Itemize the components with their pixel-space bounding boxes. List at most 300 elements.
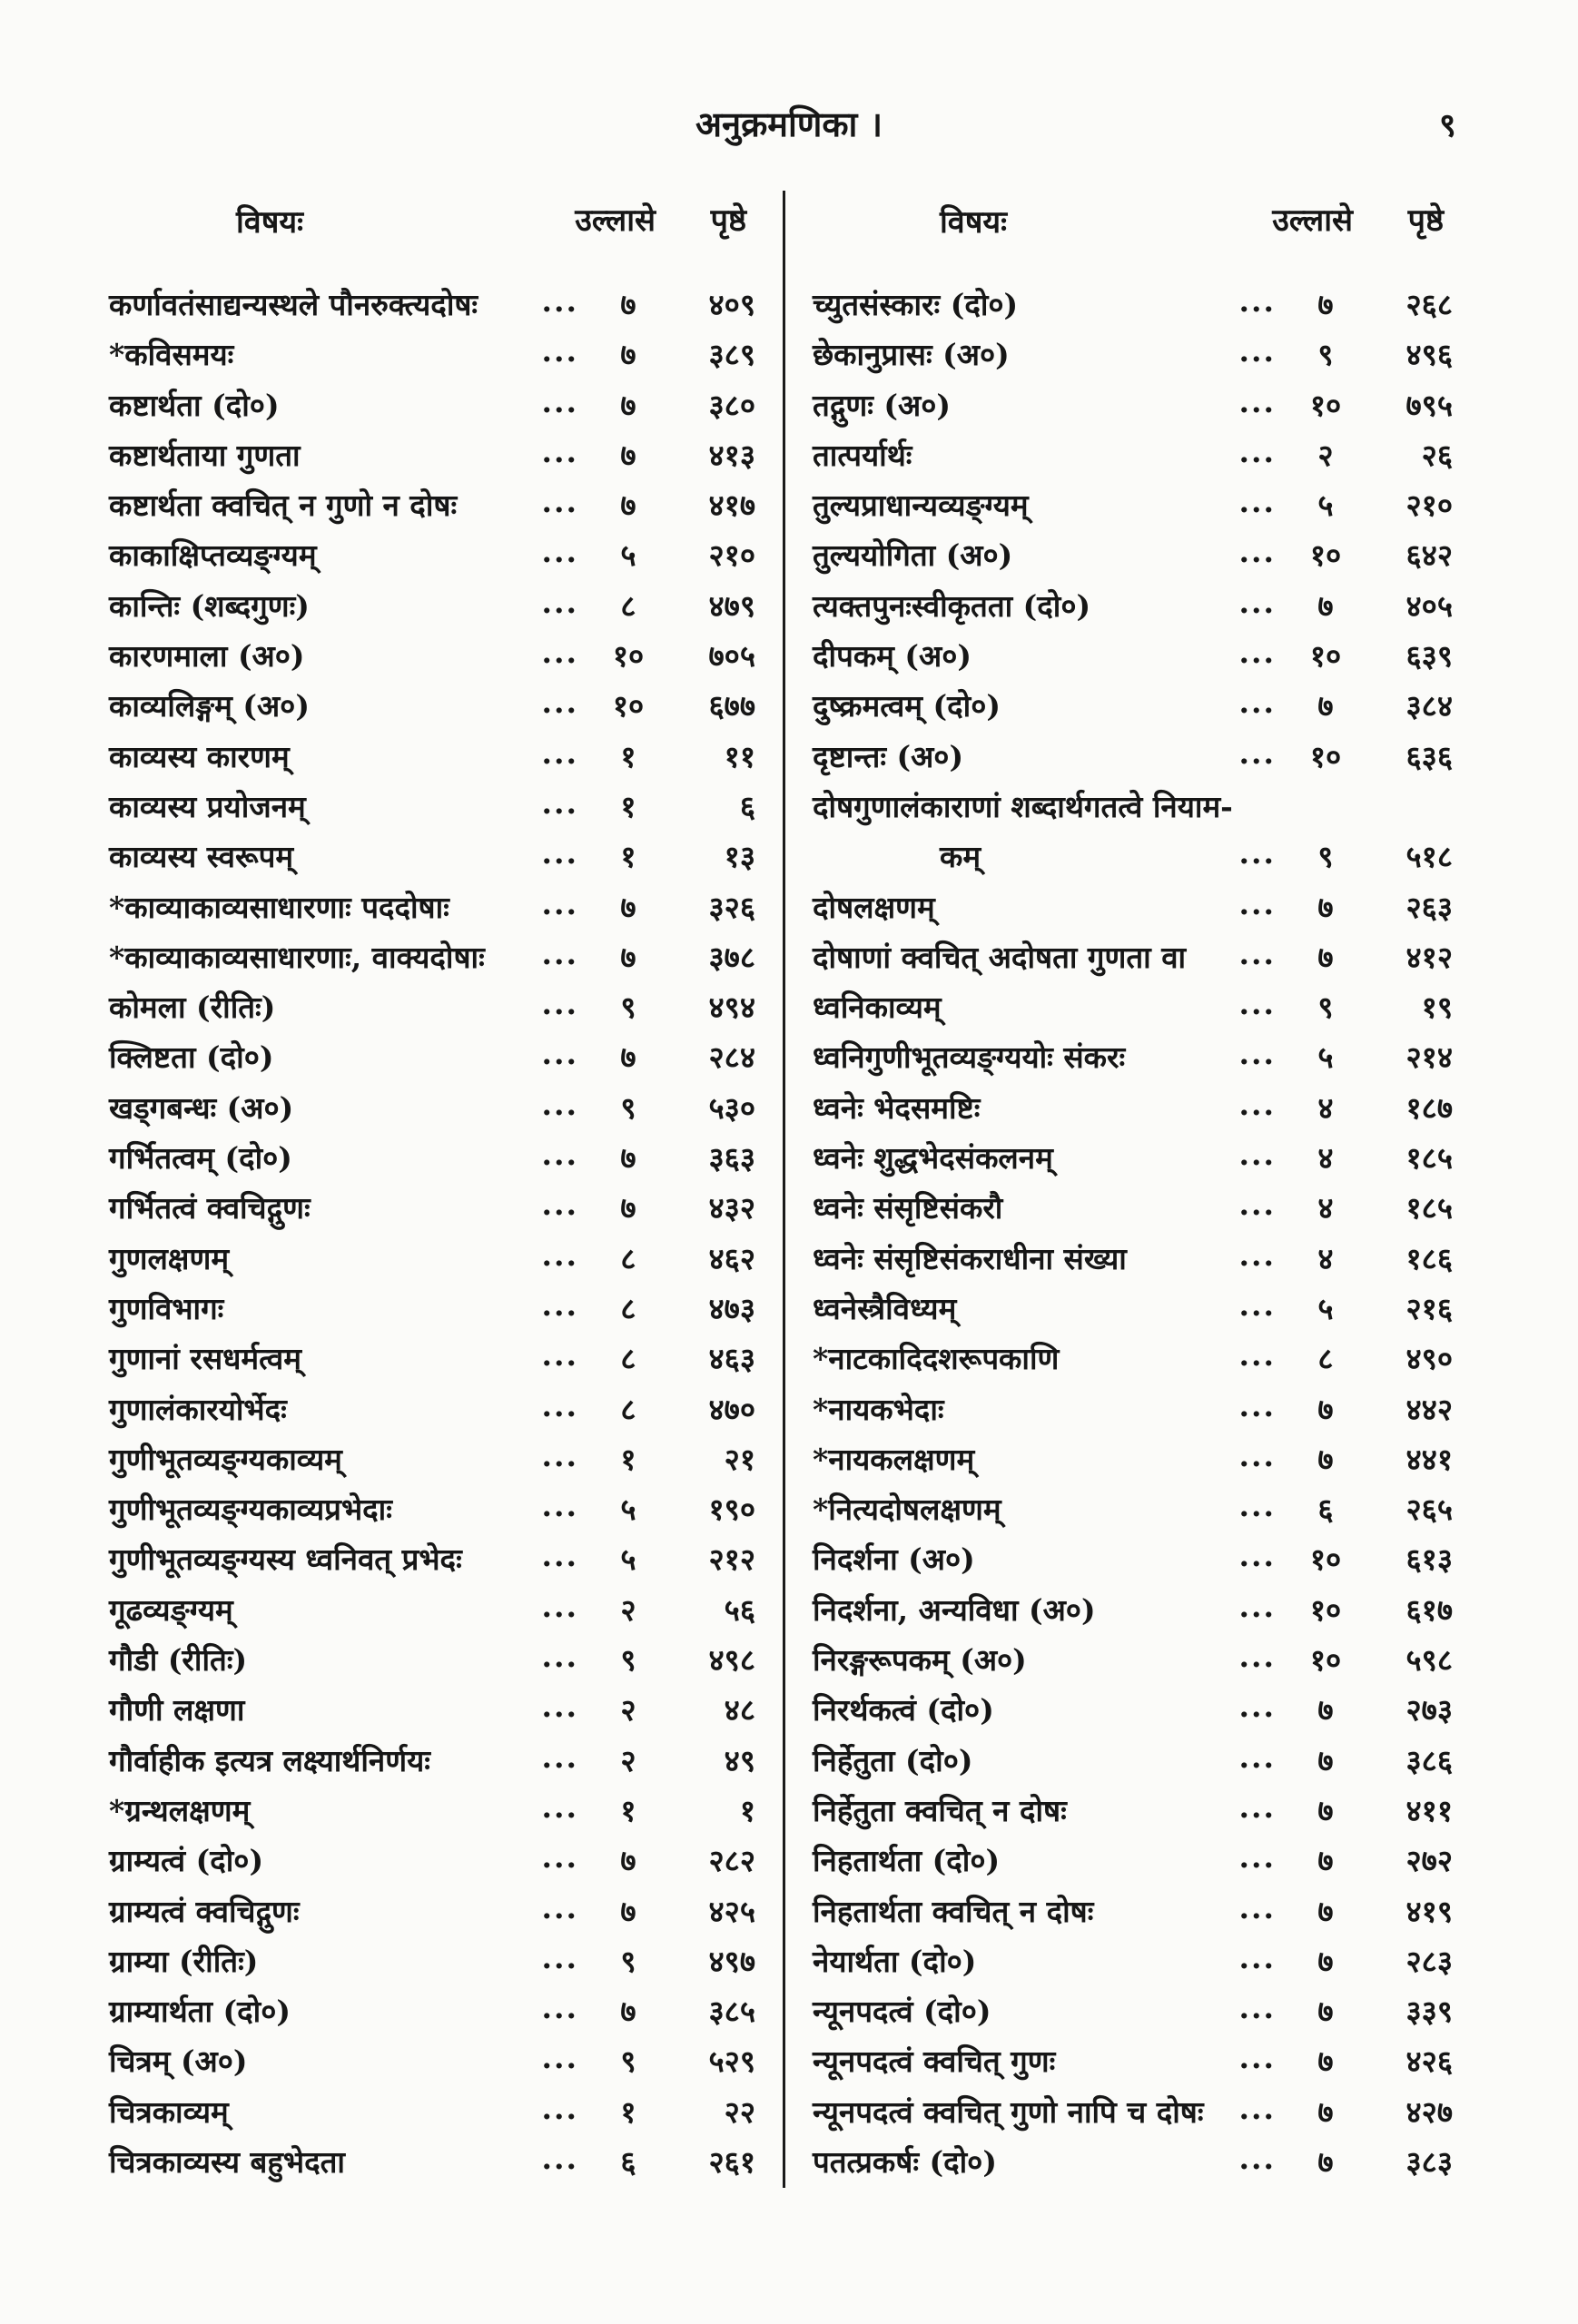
left-column-header [109,191,755,245]
index-entry [813,1133,1453,1183]
entry-ullasa: ६ [1317,1492,1334,1528]
left-entry-list [109,280,755,2187]
entry-page: ११ [724,738,755,774]
column-divider [783,191,785,2188]
entry-leader-dots: ... [1238,1738,1276,1775]
entry-leader-dots: ... [541,835,578,872]
entry-leader-dots: ... [541,1236,578,1273]
entry-ullasa: ७ [1317,287,1334,322]
index-entry [109,2087,755,2137]
entry-page: १८६ [1405,1240,1453,1276]
subject-heading: विषयः [940,204,1007,241]
index-entry [813,1936,1453,1986]
entry-ullasa: १ [620,2093,636,2130]
entry-leader-dots: ... [1238,684,1276,721]
entry-page: २१० [1405,487,1453,524]
entry-subject: गुणीभूतव्यङ्ग्यकाव्यम् [109,1441,342,1477]
entry-subject: काव्यस्य प्रयोजनम् [109,788,306,824]
entry-ullasa: ८ [620,1391,636,1427]
entry-leader-dots: ... [1238,1437,1276,1473]
entry-page: ४४२ [1405,1391,1453,1427]
entry-page: ६४२ [1405,537,1453,574]
index-entry [813,681,1453,731]
entry-page: ३६३ [708,1140,755,1177]
entry-page: २१४ [1405,1039,1453,1076]
entry-subject: गूढव्यङ्ग्यम् [109,1591,233,1628]
entry-subject: दोषाणां क्वचित् अदोषता गुणता वा [813,939,1187,975]
entry-subject: कारणमाला (अ०) [109,638,305,675]
entry-page: ४६२ [708,1240,755,1276]
index-entry [109,330,755,379]
entry-leader-dots: ... [541,433,578,469]
entry-subject: काव्यलिङ्गम् (अ०) [109,688,310,724]
entry-page: ४६३ [708,1341,755,1377]
entry-ullasa: ४ [1317,1140,1334,1177]
entry-ullasa: १ [620,788,636,824]
entry-subject: निर्हेतुता क्वचित् न दोषः [813,1792,1067,1828]
page-title: अनुक्रमणिका । [695,103,883,144]
entry-ullasa: १० [1309,387,1342,423]
index-entry [109,380,755,430]
entry-leader-dots: ... [1238,383,1276,419]
entry-subject: चित्रकाव्यम् [109,2093,229,2130]
entry-ullasa: ८ [620,587,636,624]
entry-leader-dots: ... [1238,1337,1276,1374]
index-entry [813,1334,1453,1384]
entry-ullasa: ७ [620,1893,636,1929]
entry-page: २७३ [1405,1692,1453,1728]
entry-leader-dots: ... [541,734,578,771]
entry-page: ४१३ [708,437,755,473]
index-entry [109,1284,755,1334]
entry-page: ४७० [708,1391,755,1427]
index-entry [813,2036,1453,2086]
entry-leader-dots: ... [541,1538,578,1574]
entry-ullasa: ७ [1317,1692,1334,1728]
entry-leader-dots: ... [1238,584,1276,620]
entry-leader-dots: ... [541,1286,578,1323]
entry-ullasa: ७ [1317,688,1334,724]
entry-subject: गर्भितत्वम् (दो०) [109,1140,292,1177]
page-heading: पृष्ठे [710,202,746,239]
index-entry [109,2137,755,2187]
entry-ullasa: ७ [1317,1994,1334,2030]
entry-leader-dots: ... [1238,1086,1276,1122]
entry-ullasa: १० [612,638,645,675]
index-entry [813,1585,1453,1635]
entry-leader-dots: ... [541,1588,578,1624]
entry-leader-dots: ... [1238,534,1276,570]
entry-subject: *नायकभेदाः [813,1391,944,1427]
entry-subject-continuation: कम् [940,838,981,874]
index-entry [109,1836,755,1886]
entry-ullasa: ७ [1317,889,1334,925]
entry-page: ३८६ [1405,1742,1453,1778]
entry-leader-dots: ... [541,2140,578,2176]
index-entry [813,480,1453,530]
index-entry [109,1736,755,1786]
entry-leader-dots: ... [1238,1639,1276,1675]
index-entry [109,1434,755,1484]
entry-subject: कान्तिः (शब्दगुणः) [109,587,310,624]
entry-ullasa: ७ [620,1843,636,1879]
entry-subject: ध्वनिकाव्यम् [813,990,942,1026]
entry-subject: *ग्रन्थलक्षणम् [109,1792,251,1828]
entry-ullasa: ७ [1317,2043,1334,2080]
entry-ullasa: ८ [620,1240,636,1276]
entry-subject: दीपकम् (अ०) [813,638,971,675]
entry-subject: *कविसमयः [109,337,234,373]
entry-leader-dots: ... [1238,433,1276,469]
entry-subject: निदर्शना (अ०) [813,1541,975,1578]
entry-ullasa: १० [1309,738,1342,774]
entry-page: ४९७ [708,1943,755,1979]
entry-leader-dots: ... [1238,1137,1276,1173]
entry-page: १९० [708,1492,755,1528]
entry-page: ६१३ [1405,1541,1453,1578]
entry-leader-dots: ... [541,1839,578,1876]
entry-ullasa: ५ [620,1492,636,1528]
index-entry [109,1384,755,1434]
entry-page: ७९५ [1405,387,1453,423]
entry-leader-dots: ... [541,1939,578,1975]
entry-leader-dots: ... [541,1738,578,1775]
index-entry [109,1234,755,1284]
entry-leader-dots: ... [1238,1036,1276,1072]
index-entry [813,732,1453,782]
entry-subject: निहतार्थता (दो०) [813,1843,1001,1879]
entry-leader-dots: ... [1238,1286,1276,1323]
entry-page: ३८० [708,387,755,423]
entry-leader-dots: ... [541,1488,578,1524]
entry-page: ४९८ [708,1642,755,1679]
index-entry [813,1032,1453,1082]
entry-subject: गुणलक्षणम् [109,1240,230,1276]
entry-subject: त्यक्तपुनःस्वीकृतता (दो०) [813,587,1091,624]
index-entry [109,1183,755,1233]
entry-ullasa: ८ [1317,1341,1334,1377]
entry-ullasa: १० [1309,638,1342,675]
index-entry [813,1234,1453,1284]
entry-subject: नेयार्थता (दो०) [813,1943,977,1979]
entry-leader-dots: ... [541,1337,578,1374]
entry-leader-dots: ... [1238,1788,1276,1825]
entry-leader-dots: ... [1238,1538,1276,1574]
index-entry [813,631,1453,681]
entry-page: ३८५ [708,1994,755,2030]
entry-ullasa: ४ [1317,1089,1334,1126]
index-entry [109,1334,755,1384]
entry-subject: गुणालंकारयोर्भेदः [109,1391,287,1427]
entry-subject: *नायकलक्षणम् [813,1441,975,1477]
entry-ullasa: ५ [620,1541,636,1578]
entry-page: ४०९ [708,287,755,322]
entry-leader-dots: ... [541,1639,578,1675]
entry-ullasa: ५ [1317,487,1334,524]
entry-page: ४७९ [708,587,755,624]
entry-subject: गौर्वाहीक इत्यत्र लक्ष्यार्थनिर्णयः [109,1742,430,1778]
entry-subject: ध्वनेः संसृष्टिसंकरौ [813,1190,1003,1226]
index-entry [109,982,755,1032]
index-entry [813,1284,1453,1334]
index-entry [813,982,1453,1032]
entry-page: ४४१ [1405,1441,1453,1477]
entry-subject: क्लिष्टता (दो०) [109,1039,274,1076]
entry-leader-dots: ... [541,986,578,1022]
entry-page: १८५ [1405,1140,1453,1177]
index-entry [813,430,1453,480]
entry-ullasa: ७ [1317,587,1334,624]
entry-ullasa: ५ [1317,1290,1334,1326]
entry-subject: कोमला (रीतिः) [109,990,276,1026]
entry-page: ३७८ [708,939,755,975]
entry-page: १८५ [1405,1190,1453,1226]
entry-subject: तुल्यप्राधान्यव्यङ्ग्यम् [813,487,1029,524]
entry-ullasa: ७ [620,1039,636,1076]
entry-leader-dots: ... [1238,986,1276,1022]
entry-leader-dots: ... [1238,935,1276,971]
ullasa-heading: उल्लासे [575,202,656,239]
entry-subject: च्युतसंस्कारः (दो०) [813,287,1019,322]
entry-leader-dots: ... [541,684,578,721]
entry-ullasa: १ [620,839,636,875]
entry-subject: निहतार्थता क्वचित् न दोषः [813,1893,1094,1929]
entry-page: ६३९ [1405,638,1453,675]
entry-subject: छेकानुप्रासः (अ०) [813,337,1010,373]
entry-leader-dots: ... [1238,2140,1276,2176]
index-entry [813,1183,1453,1233]
entry-ullasa: ७ [620,1140,636,1177]
entry-ullasa: ७ [1317,939,1334,975]
entry-leader-dots: ... [541,1187,578,1223]
entry-ullasa: ७ [620,387,636,423]
entry-ullasa: ७ [1317,1943,1334,1979]
entry-leader-dots: ... [541,1889,578,1925]
index-entry [109,932,755,982]
index-entry [813,1736,1453,1786]
ullasa-heading: उल्लासे [1272,202,1353,239]
entry-subject: गौणी लक्षणा [109,1692,245,1728]
entry-ullasa: २ [1317,437,1334,473]
index-entry [813,330,1453,379]
entry-leader-dots: ... [541,885,578,921]
entry-ullasa: ७ [620,487,636,524]
index-entry [813,932,1453,982]
entry-page: २६ [1421,437,1453,473]
index-entry [109,1936,755,1986]
entry-page: ४११ [1405,1792,1453,1828]
index-entry [109,530,755,580]
entry-subject: दुष्क्रमत्वम् (दो०) [813,688,1001,724]
entry-subject: *नित्यदोषलक्षणम् [813,1492,1001,1528]
entry-page: १ [739,1792,755,1828]
entry-page: २१० [708,537,755,574]
entry-page: २१ [724,1441,755,1477]
entry-page: २८२ [708,1843,755,1879]
entry-page: ५२९ [708,2043,755,2080]
entry-page: २८३ [1405,1943,1453,1979]
entry-leader-dots: ... [1238,1889,1276,1925]
index-entry [109,1635,755,1685]
entry-subject: पतत्प्रकर्षः (दो०) [813,2143,997,2180]
entry-page: ५१८ [1405,838,1453,874]
entry-page: २१६ [1405,1290,1453,1326]
entry-leader-dots: ... [1238,734,1276,771]
right-column-header [813,191,1453,245]
entry-ullasa: ७ [620,1190,636,1226]
entry-subject: खड्गबन्धः (अ०) [109,1089,294,1126]
entry-leader-dots: ... [541,1788,578,1825]
entry-page: ४९० [1405,1341,1453,1377]
index-entry [813,581,1453,631]
entry-ullasa: १ [620,738,636,774]
entry-subject: न्यूनपदत्वं क्वचित् गुणः [813,2043,1056,2080]
entry-page: ४१२ [1405,939,1453,975]
index-entry [813,1534,1453,1584]
entry-ullasa: ५ [1317,1039,1334,1076]
entry-subject: चित्रकाव्यस्य बहुभेदता [109,2143,345,2180]
entry-subject: गुणीभूतव्यङ्ग्यस्य ध्वनिवत् प्रभेदः [109,1541,462,1578]
entry-subject: ध्वनेः संसृष्टिसंकराधीना संख्या [813,1240,1127,1276]
entry-subject: दोषगुणालंकाराणां शब्दार्थगतत्वे नियाम- [813,788,1233,824]
entry-leader-dots: ... [541,283,578,319]
index-entry [813,1083,1453,1133]
entry-subject: न्यूनपदत्वं क्वचित् गुणो नापि च दोषः [813,2093,1204,2130]
index-entry [813,1685,1453,1735]
entry-ullasa: ७ [620,287,636,322]
index-entry [109,1786,755,1836]
entry-ullasa: ९ [1317,337,1334,373]
index-entry [109,1986,755,2036]
entry-subject: ग्राम्यार्थता (दो०) [109,1994,291,2030]
entry-ullasa: २ [620,1692,636,1728]
entry-subject: निर्हेतुता (दो०) [813,1742,973,1778]
entry-ullasa: ७ [1317,1391,1334,1427]
entry-page: ४०५ [1405,587,1453,624]
entry-ullasa: ७ [1317,1893,1334,1929]
index-entry [813,530,1453,580]
entry-ullasa: ७ [1317,1742,1334,1778]
index-entry [813,782,1453,882]
entry-subject: कष्टार्थता (दो०) [109,387,280,423]
entry-ullasa: ७ [1317,2143,1334,2180]
entry-ullasa: ७ [1317,2093,1334,2130]
entry-leader-dots: ... [541,1387,578,1423]
index-entry [813,1384,1453,1434]
entry-leader-dots: ... [1238,635,1276,671]
entry-subject: तुल्ययोगिता (अ०) [813,537,1013,574]
entry-page: ४९४ [708,990,755,1026]
entry-subject: निरर्थकत्वं (दो०) [813,1692,994,1728]
index-entry [109,1032,755,1082]
entry-leader-dots: ... [541,2040,578,2076]
entry-leader-dots: ... [1238,1990,1276,2026]
entry-subject: निरङ्गरूपकम् (अ०) [813,1642,1027,1679]
page-number: ९ [1439,106,1456,144]
entry-leader-dots: ... [1238,1689,1276,1725]
index-entry [109,1133,755,1183]
index-entry [109,2036,755,2086]
entry-page: २६८ [1405,287,1453,322]
entry-page: ५६ [724,1591,755,1628]
entry-ullasa: ८ [620,1341,636,1377]
entry-page: २८४ [708,1039,755,1076]
entry-page: ३३९ [1405,1994,1453,2030]
entry-ullasa: ९ [620,2043,636,2080]
entry-ullasa: ४ [1317,1240,1334,1276]
entry-ullasa: २ [620,1591,636,1628]
entry-subject: दृष्टान्तः (अ०) [813,738,964,774]
entry-ullasa: ७ [620,939,636,975]
entry-subject: काव्यस्य स्वरूपम् [109,839,294,875]
entry-subject: चित्रम् (अ०) [109,2043,248,2080]
entry-leader-dots: ... [1238,2040,1276,2076]
entry-leader-dots: ... [1238,1187,1276,1223]
index-entry [109,782,755,832]
entry-page: २२ [724,2093,755,2130]
entry-leader-dots: ... [541,1137,578,1173]
entry-leader-dots: ... [541,1036,578,1072]
entry-leader-dots: ... [541,1437,578,1473]
entry-ullasa: १० [612,688,645,724]
subject-heading: विषयः [236,204,303,241]
entry-leader-dots: ... [541,484,578,520]
entry-leader-dots: ... [1238,2090,1276,2126]
index-entry [109,1484,755,1534]
entry-page: ४२६ [1405,2043,1453,2080]
entry-ullasa: ९ [1317,838,1334,874]
entry-page: १९ [1421,990,1453,1026]
entry-subject: गौडी (रीतिः) [109,1642,248,1679]
index-entry [813,2087,1453,2137]
entry-page: २७२ [1405,1843,1453,1879]
entry-subject: कष्टार्थताया गुणता [109,437,301,473]
entry-page: ६७७ [708,688,755,724]
entry-page: ७०५ [708,638,755,675]
entry-leader-dots: ... [1238,1488,1276,1524]
entry-page: ४३२ [708,1190,755,1226]
entry-subject: ग्राम्या (रीतिः) [109,1943,259,1979]
entry-page: ४१९ [1405,1893,1453,1929]
index-entry [109,280,755,330]
entry-ullasa: ९ [1317,990,1334,1026]
entry-leader-dots: ... [541,584,578,620]
entry-ullasa: १० [1309,537,1342,574]
entry-ullasa: १० [1309,1541,1342,1578]
index-entry [109,1886,755,1936]
entry-page: ३८३ [1405,2143,1453,2180]
entry-leader-dots: ... [541,333,578,369]
entry-subject: न्यूनपदत्वं (दो०) [813,1994,991,2030]
entry-subject: ध्वनेः शुद्धभेदसंकलनम् [813,1140,1053,1177]
index-entry [109,832,755,881]
index-entry [109,1083,755,1133]
entry-page: २६३ [1405,889,1453,925]
entry-page: ४२५ [708,1893,755,1929]
entry-leader-dots: ... [1238,484,1276,520]
entry-leader-dots: ... [1238,885,1276,921]
entry-ullasa: ८ [620,1290,636,1326]
entry-leader-dots: ... [1238,1588,1276,1624]
entry-ullasa: ९ [620,1943,636,1979]
entry-leader-dots: ... [1238,1387,1276,1423]
entry-subject: दोषलक्षणम् [813,889,935,925]
entry-leader-dots: ... [541,635,578,671]
entry-leader-dots: ... [541,1086,578,1122]
entry-subject: तद्गुणः (अ०) [813,387,952,423]
entry-leader-dots: ... [541,383,578,419]
entry-ullasa: ९ [620,1642,636,1679]
